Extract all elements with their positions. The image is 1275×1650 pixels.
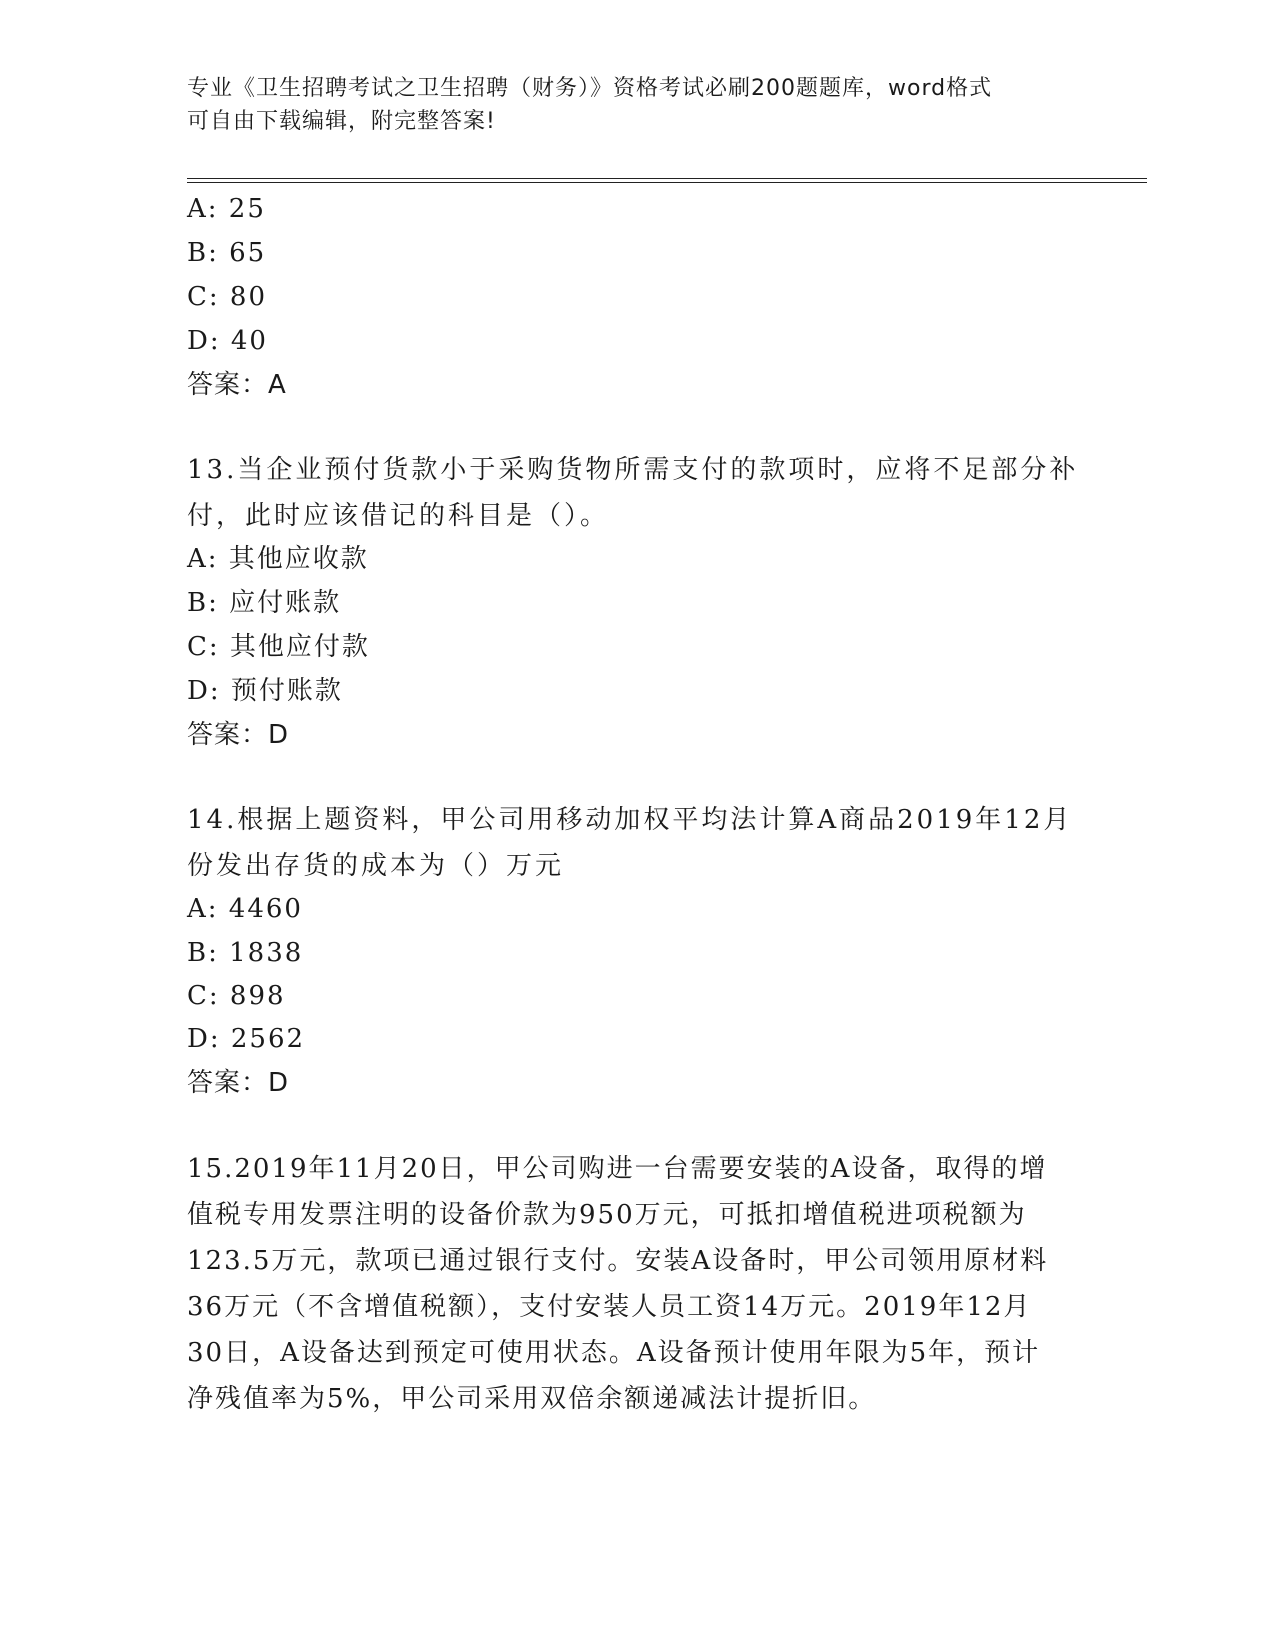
q12-answer: 答案：A [187,370,287,400]
q14-option-c: C: 898 [187,981,286,1011]
q12-option-d: D: 40 [187,326,268,356]
q15-text-line-4: 36万元（不含增值税额），支付安装人员工资14万元。2019年12月 [187,1292,1032,1322]
q12-option-a: A: 25 [187,194,266,224]
q13-text-line-2: 付，此时应该借记的科目是（）。 [187,501,610,531]
q15-question [187,1146,1087,1422]
q13-option-d: D: 预付账款 [187,676,343,706]
q13-question [187,447,1087,539]
header-line-2: 可自由下载编辑，附完整答案! [187,109,496,134]
q14-text-line-1: 14.根据上题资料，甲公司用移动加权平均法计算A商品2019年12月 [187,805,1073,835]
q15-text-line-3: 123.5万元，款项已通过银行支付。安装A设备时，甲公司领用原材料 [187,1246,1049,1276]
q14-answer: 答案：D [187,1068,290,1098]
header-line-1: 专业《卫生招聘考试之卫生招聘（财务）》资格考试必刷200题题库，word格式 [187,76,993,101]
q13-answer: 答案：D [187,720,290,750]
q13-option-b: B: 应付账款 [187,588,342,618]
q15-text-line-2: 值税专用发票注明的设备价款为950万元，可抵扣增值税进项税额为 [187,1200,1027,1230]
q14-question [187,797,1087,889]
q13-option-a: A: 其他应收款 [187,544,369,574]
q12-option-c: C: 80 [187,282,268,312]
document-header [187,72,1087,138]
header-rule-top [187,178,1147,179]
q14-option-d: D: 2562 [187,1024,306,1054]
q13-option-c: C: 其他应付款 [187,632,370,662]
q14-option-a: A: 4460 [187,894,303,924]
q12-option-b: B: 65 [187,238,267,268]
header-rule-bottom [187,182,1147,183]
q14-text-line-2: 份发出存货的成本为（）万元 [187,851,565,881]
q13-text-line-1: 13.当企业预付货款小于采购货物所需支付的款项时，应将不足部分补 [187,455,1079,485]
q15-text-line-6: 净残值率为5%，甲公司采用双倍余额递减法计提折旧。 [187,1384,877,1414]
q15-text-line-5: 30日，A设备达到预定可使用状态。A设备预计使用年限为5年，预计 [187,1338,1041,1368]
q15-text-line-1: 15.2019年11月20日，甲公司购进一台需要安装的A设备，取得的增 [187,1154,1048,1184]
q14-option-b: B: 1838 [187,938,304,968]
